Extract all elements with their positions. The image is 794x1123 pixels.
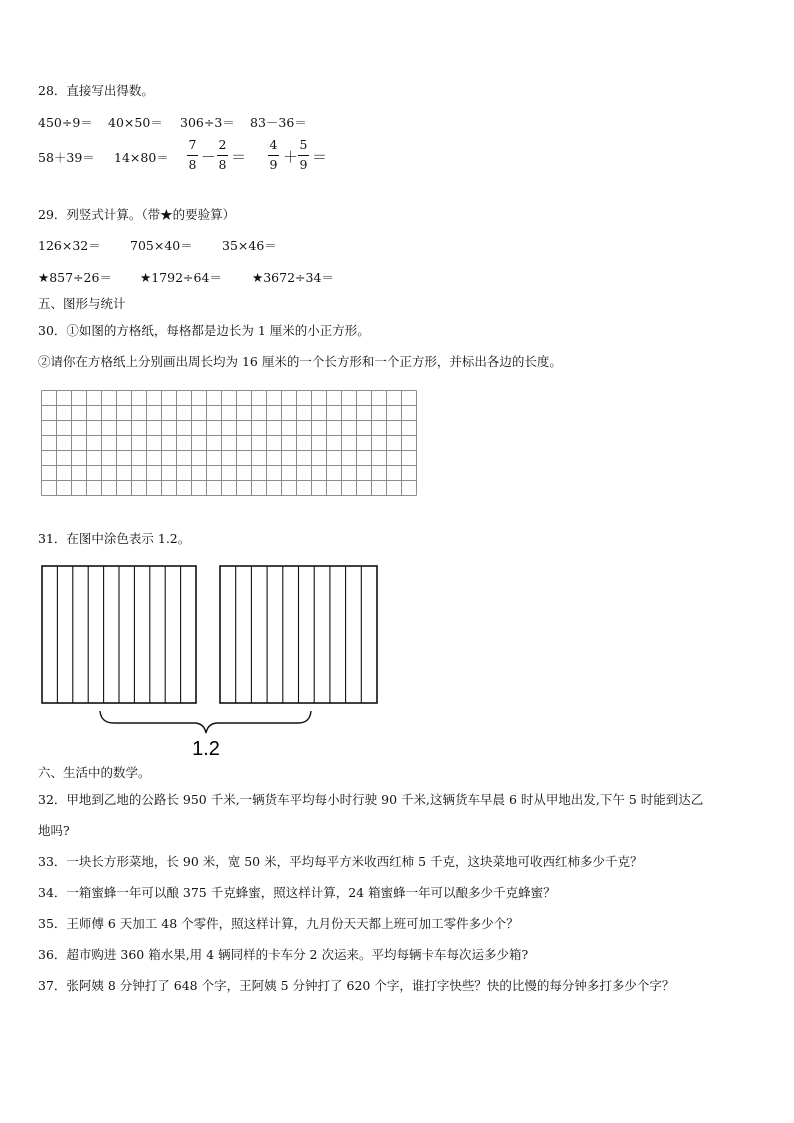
q29-expr-2: 705×40＝ [130,238,193,253]
fraction-bar [217,155,228,156]
equals-sign: ＝ [312,148,328,166]
fraction-7-8 [187,139,198,171]
section-5-heading: 五、图形与统计 [38,296,126,311]
q32-line-1: 32．甲地到乙地的公路长 950 千米,一辆货车平均每小时行驶 90 千米,这辆货车早晨 6 时从甲地出发,下午 5 时能到达乙 [38,792,704,807]
q37-text: 37．张阿姨 8 分钟打了 648 个字，王阿姨 5 分钟打了 620 个字，谁打字快些？快的比慢的每分钟多打多少个字？ [38,978,675,993]
strip-box-left [42,566,196,703]
q30-line-1: 30．①如图的方格纸，每格都是边长为 1 厘米的小正方形。 [38,323,370,338]
q29-expr-3: 35×46＝ [222,238,277,253]
minus-sign: － [201,148,217,166]
q30-line-2: ②请你在方格纸上分别画出周长均为 16 厘米的一个长方形和一个正方形，并标出各边的长度。 [38,354,562,369]
q29-expr-1: 126×32＝ [38,238,101,253]
q28-expr-5: 58＋39＝ [38,150,95,165]
brace-label: 1.2 [192,738,220,760]
q28-expr-4: 83－36＝ [250,115,307,130]
strip-box-right [220,566,377,703]
denominator: 8 [188,156,197,172]
q35-text: 35．王师傅 6 天加工 48 个零件，照这样计算，九月份天天都上班可加工零件多少个？ [38,916,519,931]
fraction-2-8 [217,139,228,171]
denominator: 8 [218,156,227,172]
q36-text: 36．超市购进 360 箱水果,用 4 辆同样的卡车分 2 次运来。平均每辆卡车每次运多少箱? [38,947,529,962]
square-grid-paper [41,390,417,510]
q28-title: 28．直接写出得数。 [38,83,154,98]
numerator: 7 [188,137,197,152]
fraction-5-9 [298,139,309,171]
q29-title: 29．列竖式计算。（带★的要验算） [38,207,236,222]
decimal-strip-diagram [38,563,383,758]
q29-expr-4: ★857÷26＝ [38,270,112,285]
denominator: 9 [269,156,278,172]
q31-title: 31．在图中涂色表示 1.2。 [38,531,191,546]
numerator: 2 [218,137,227,152]
fraction-bar [268,155,279,156]
numerator: 5 [299,137,308,152]
q28-expr-1: 450÷9＝ [38,115,93,130]
q32-line-2: 地吗? [38,823,70,838]
q29-expr-5: ★1792÷64＝ [140,270,222,285]
q28-expr-3: 306÷3＝ [180,115,235,130]
curly-brace [100,711,311,733]
numerator: 4 [269,137,278,152]
denominator: 9 [299,156,308,172]
fraction-bar [298,155,309,156]
fraction-4-9 [268,139,279,171]
equals-sign: ＝ [231,148,247,166]
section-6-heading: 六、生活中的数学。 [38,765,151,780]
plus-sign: ＋ [283,148,299,166]
q28-expr-6: 14×80＝ [114,150,169,165]
fraction-bar [187,155,198,156]
q33-text: 33．一块长方形菜地，长 90 米，宽 50 米，平均每平方米收西红柿 5 千克，这块菜地可收西红柿多少千克？ [38,854,643,869]
q29-expr-6: ★3672÷34＝ [252,270,334,285]
q28-expr-2: 40×50＝ [108,115,163,130]
q34-text: 34．一箱蜜蜂一年可以酿 375 千克蜂蜜，照这样计算，24 箱蜜蜂一年可以酿多少千克蜂蜜？ [38,885,556,900]
